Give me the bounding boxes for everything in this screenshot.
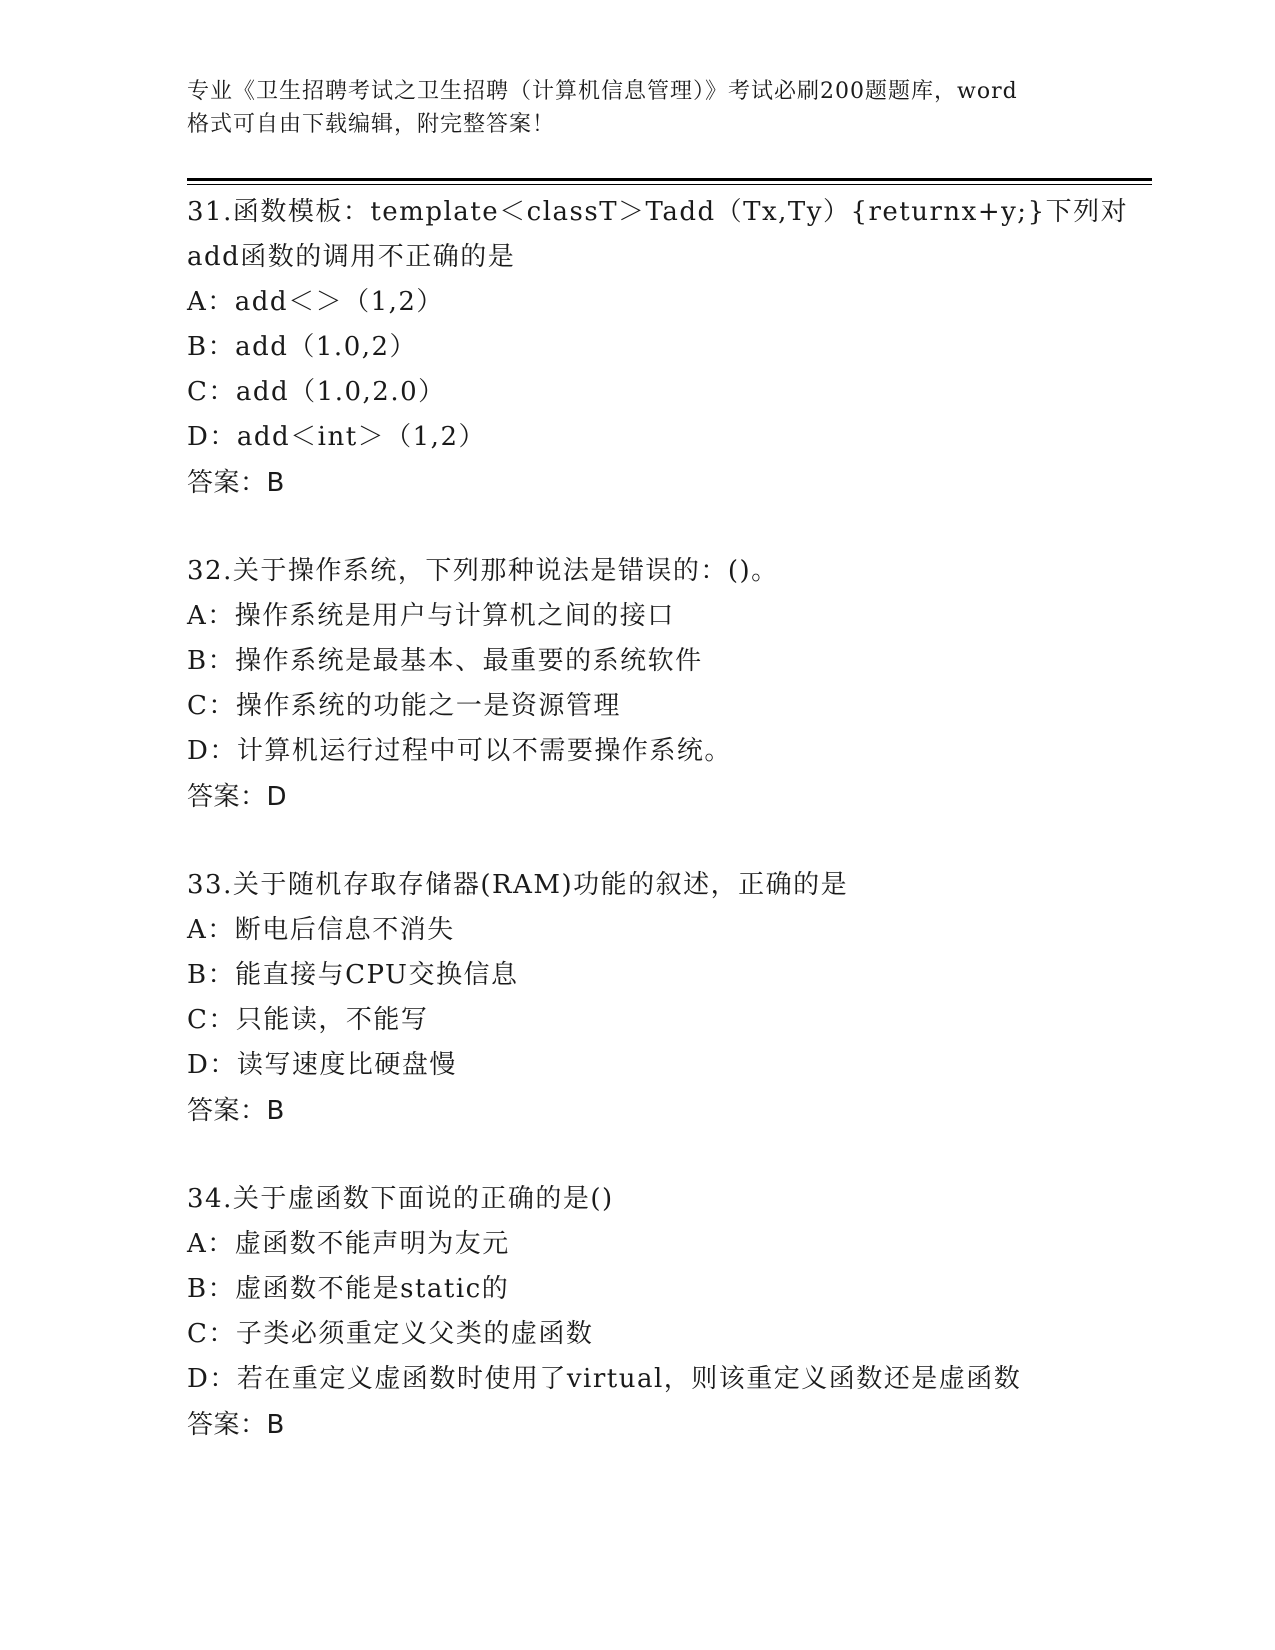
question-33 — [187, 863, 1147, 1134]
option-a: A：add＜＞（1,2） — [187, 287, 444, 317]
option-a: A：虚函数不能声明为友元 — [187, 1229, 510, 1259]
document-header — [187, 75, 1087, 141]
header-divider-thin — [187, 184, 1152, 185]
answer: 答案：B — [187, 1410, 285, 1440]
option-d: D：若在重定义虚函数时使用了virtual，则该重定义函数还是虚函数 — [187, 1364, 1022, 1394]
option-d: D：计算机运行过程中可以不需要操作系统。 — [187, 736, 732, 766]
option-d: D：add＜int＞（1,2） — [187, 422, 486, 452]
answer: 答案：B — [187, 1096, 285, 1126]
question-34 — [187, 1177, 1147, 1448]
question-stem: 33.关于随机存取存储器(RAM)功能的叙述，正确的是 — [187, 870, 849, 900]
answer: 答案：D — [187, 782, 288, 812]
option-d: D：读写速度比硬盘慢 — [187, 1050, 457, 1080]
question-stem: 34.关于虚函数下面说的正确的是() — [187, 1184, 614, 1214]
question-stem: 32.关于操作系统，下列那种说法是错误的：()。 — [187, 556, 779, 586]
option-c: C：add（1.0,2.0） — [187, 377, 446, 407]
option-b: B：add（1.0,2） — [187, 332, 418, 362]
option-b: B：虚函数不能是static的 — [187, 1274, 510, 1304]
option-c: C：只能读，不能写 — [187, 1005, 429, 1035]
question-stem: 31.函数模板：template＜classT＞Tadd（Tx,Ty）{returnx+y;}下列对add函数的调用不正确的是 — [187, 197, 1129, 272]
answer: 答案：B — [187, 468, 285, 498]
header-line-1: 专业《卫生招聘考试之卫生招聘（计算机信息管理）》考试必刷200题题库，word — [187, 79, 1018, 104]
option-b: B：能直接与CPU交换信息 — [187, 960, 519, 990]
header-divider-thick — [187, 178, 1152, 181]
option-c: C：操作系统的功能之一是资源管理 — [187, 691, 621, 721]
question-list — [187, 190, 1147, 1491]
question-32 — [187, 549, 1147, 820]
option-a: A：断电后信息不消失 — [187, 915, 455, 945]
question-31 — [187, 190, 1147, 506]
option-b: B：操作系统是最基本、最重要的系统软件 — [187, 646, 703, 676]
option-c: C：子类必须重定义父类的虚函数 — [187, 1319, 594, 1349]
option-a: A：操作系统是用户与计算机之间的接口 — [187, 601, 675, 631]
header-line-2: 格式可自由下载编辑，附完整答案！ — [187, 112, 556, 137]
